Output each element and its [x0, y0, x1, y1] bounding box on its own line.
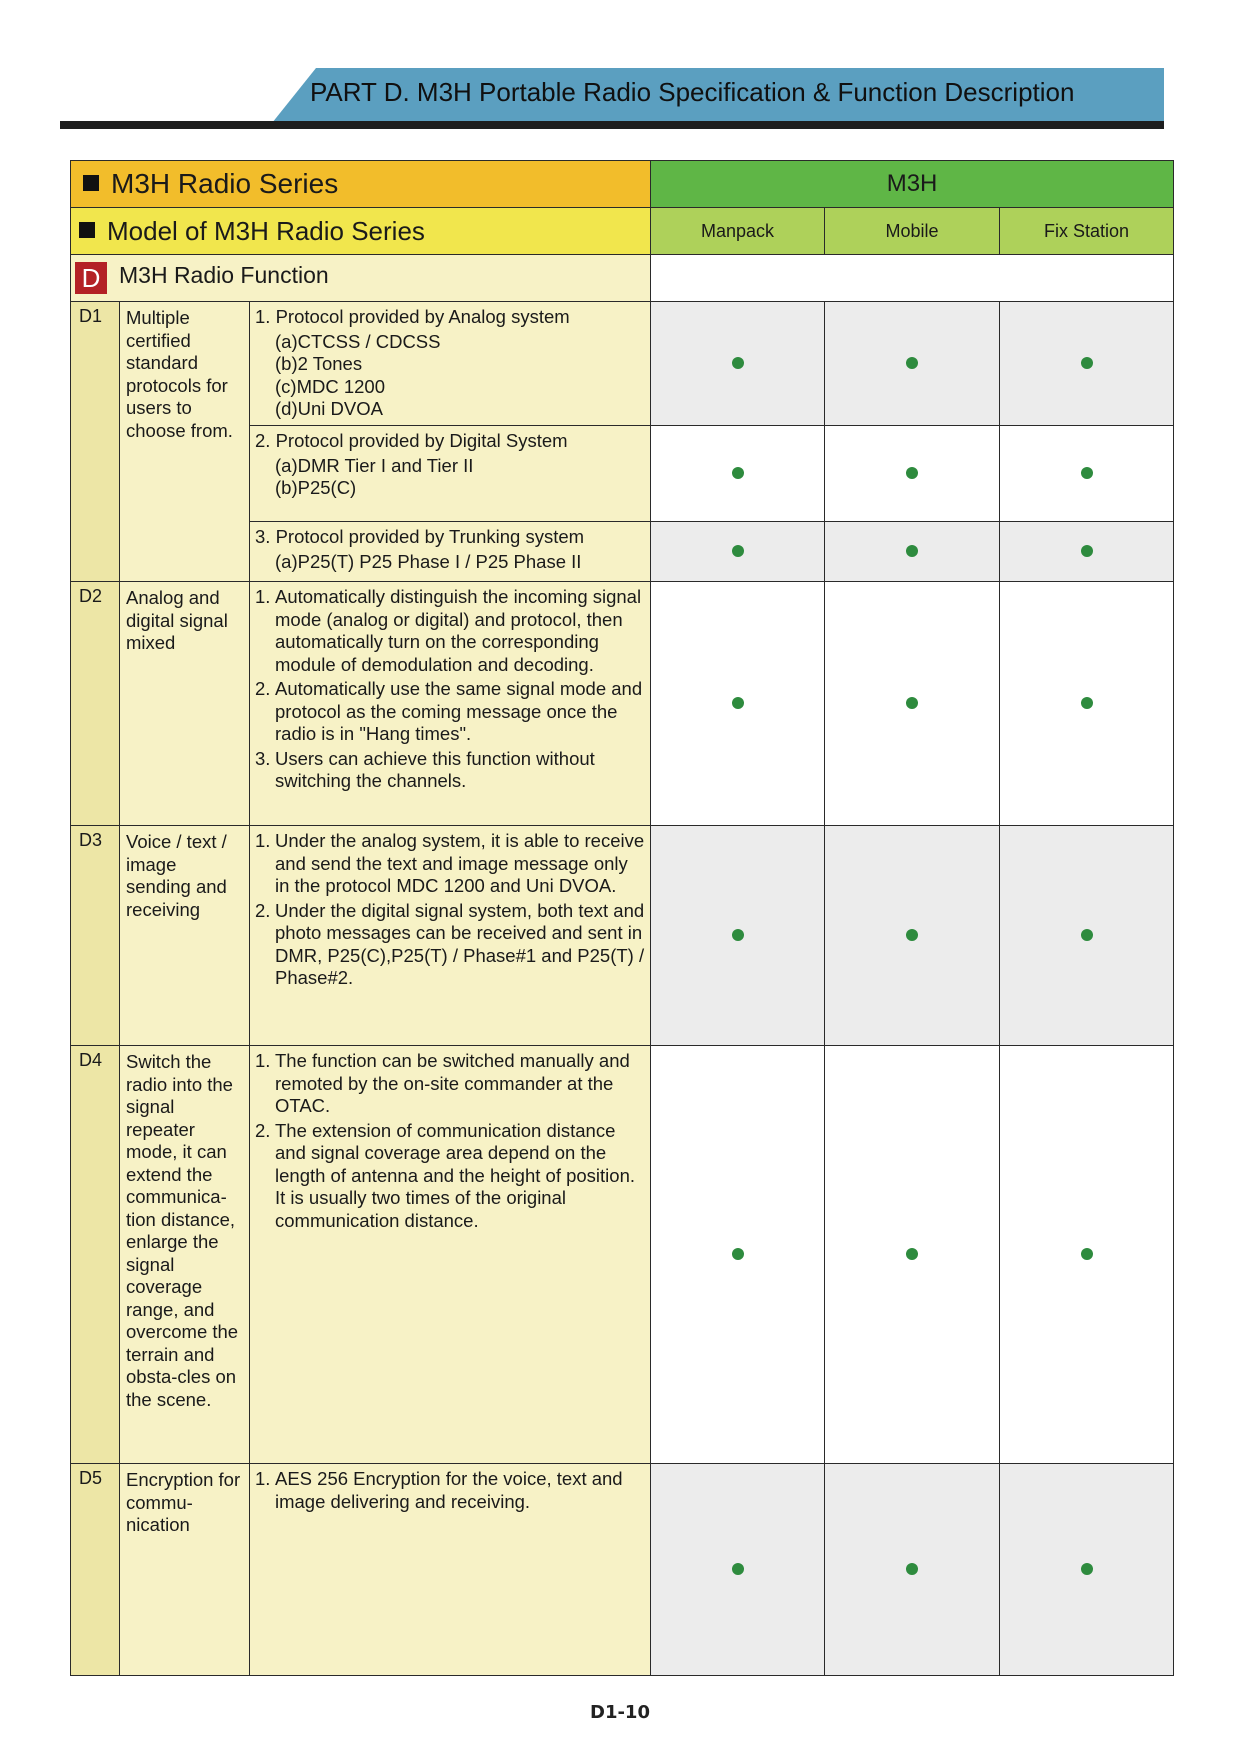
support-dot-icon	[1081, 929, 1093, 941]
row-id: D3	[71, 826, 120, 1046]
variant-mobile: Mobile	[825, 208, 1000, 255]
support-dot-icon	[732, 467, 744, 479]
support-cell	[1000, 1046, 1174, 1464]
page-title: PART D. M3H Portable Radio Specification & Function Description	[310, 77, 1075, 107]
support-cell	[825, 582, 1000, 826]
spec-table	[70, 160, 1174, 1676]
list-item: 2. Under the digital signal system, both text and photo messages can be received and sent in DMR, P25(C),P25(T) / Phase#1 and P25(T) / Phase#2.	[255, 899, 645, 988]
product-header: M3H	[651, 161, 1174, 208]
support-dot-icon	[1081, 1563, 1093, 1575]
description-cell	[250, 582, 651, 826]
support-dot-icon	[906, 357, 918, 369]
page-number: D1-10	[590, 1702, 650, 1723]
support-cell	[825, 426, 1000, 522]
list-item: 1. The function can be switched manually and remoted by the on-site commander at the OTAC.	[255, 1050, 630, 1116]
row-id: D4	[71, 1046, 120, 1464]
table-row	[71, 826, 1174, 1046]
group-title: 3. Protocol provided by Trunking system	[255, 526, 585, 547]
support-cell	[1000, 582, 1174, 826]
support-cell	[825, 826, 1000, 1046]
support-cell	[651, 302, 825, 426]
support-dot-icon	[1081, 357, 1093, 369]
feature-text: Multiple certified standard protocols for users to choose from.	[120, 302, 250, 582]
list-item: (a)CTCSS / CDCSS	[275, 330, 441, 352]
support-cell	[825, 1464, 1000, 1676]
function-header-blank	[651, 255, 1174, 302]
series-header	[71, 161, 651, 208]
description-cell	[250, 522, 651, 582]
row-id: D1	[71, 302, 120, 582]
function-label: M3H Radio Function	[119, 262, 329, 288]
support-cell	[651, 826, 825, 1046]
model-label: Model of M3H Radio Series	[107, 215, 425, 246]
support-dot-icon	[906, 545, 918, 557]
list-item: (a)DMR Tier I and Tier II	[275, 454, 474, 476]
square-icon	[79, 222, 95, 238]
feature-text: Encryption for commu-nication	[120, 1464, 250, 1676]
support-dot-icon	[906, 1248, 918, 1260]
feature-text: Voice / text / image sending and receiving	[120, 826, 250, 1046]
description-cell	[250, 426, 651, 522]
support-dot-icon	[1081, 1248, 1093, 1260]
table-row	[71, 1046, 1174, 1464]
list-item: 1. Under the analog system, it is able to receive and send the text and image message only in the protocol MDC 1200 and Uni DVOA.	[255, 830, 645, 896]
support-dot-icon	[1081, 545, 1093, 557]
list-item: (a)P25(T) P25 Phase I / P25 Phase II	[275, 550, 582, 572]
list-item: 2. Automatically use the same signal mode and protocol as the coming message once the radio is in "Hang times".	[255, 678, 643, 744]
group-title: 1. Protocol provided by Analog system	[255, 306, 570, 327]
support-cell	[651, 522, 825, 582]
support-dot-icon	[906, 1563, 918, 1575]
row-id: D5	[71, 1464, 120, 1676]
support-dot-icon	[732, 1248, 744, 1260]
support-dot-icon	[1081, 697, 1093, 709]
feature-text: Analog and digital signal mixed	[120, 582, 250, 826]
description-cell	[250, 302, 651, 426]
list-item: 2. The extension of communication distance and signal coverage area depend on the length of antenna and the height of position. It is usually two times of the original communication distance.	[255, 1119, 636, 1231]
support-dot-icon	[906, 929, 918, 941]
series-label: M3H Radio Series	[111, 168, 339, 199]
support-cell	[1000, 522, 1174, 582]
support-dot-icon	[906, 467, 918, 479]
list-item: 1. Automatically distinguish the incoming signal mode (analog or digital) and protocol, then automatically turn on the corresponding module of demodulation and decoding.	[255, 586, 642, 675]
description-cell	[250, 1464, 651, 1676]
variant-manpack: Manpack	[651, 208, 825, 255]
list-item: (b)P25(C)	[275, 477, 357, 498]
support-dot-icon	[732, 697, 744, 709]
support-cell	[1000, 302, 1174, 426]
description-cell	[250, 1046, 651, 1464]
support-cell	[651, 582, 825, 826]
support-cell	[825, 1046, 1000, 1464]
table-row	[71, 302, 1174, 426]
table-row	[71, 582, 1174, 826]
square-icon	[83, 175, 99, 191]
support-dot-icon	[732, 1563, 744, 1575]
list-item: (c)MDC 1200	[275, 375, 385, 397]
list-item: 1. AES 256 Encryption for the voice, text and image delivering and receiving.	[255, 1468, 623, 1512]
support-cell	[825, 302, 1000, 426]
support-cell	[651, 1046, 825, 1464]
feature-text: Switch the radio into the signal repeater mode, it can extend the communica-tion distance, enlarge the signal coverage range, and overcome the terrain and obsta-cles on the scene.	[120, 1046, 250, 1464]
variant-fix-station: Fix Station	[1000, 208, 1174, 255]
support-cell	[825, 522, 1000, 582]
support-dot-icon	[732, 929, 744, 941]
support-dot-icon	[1081, 467, 1093, 479]
support-dot-icon	[732, 357, 744, 369]
row-id: D2	[71, 582, 120, 826]
support-dot-icon	[906, 697, 918, 709]
section-badge: D	[75, 262, 107, 294]
list-item: (b)2 Tones	[275, 353, 363, 374]
support-cell	[1000, 426, 1174, 522]
model-header	[71, 208, 651, 255]
support-dot-icon	[732, 545, 744, 557]
support-cell	[1000, 1464, 1174, 1676]
support-cell	[651, 426, 825, 522]
list-item: 3. Users can achieve this function without switching the channels.	[255, 747, 595, 791]
group-title: 2. Protocol provided by Digital System	[255, 430, 568, 451]
table-row	[71, 1464, 1174, 1676]
support-cell	[1000, 826, 1174, 1046]
header-rule	[60, 121, 1164, 129]
function-header	[71, 255, 651, 302]
list-item: (d)Uni DVOA	[275, 398, 383, 419]
support-cell	[651, 1464, 825, 1676]
description-cell	[250, 826, 651, 1046]
